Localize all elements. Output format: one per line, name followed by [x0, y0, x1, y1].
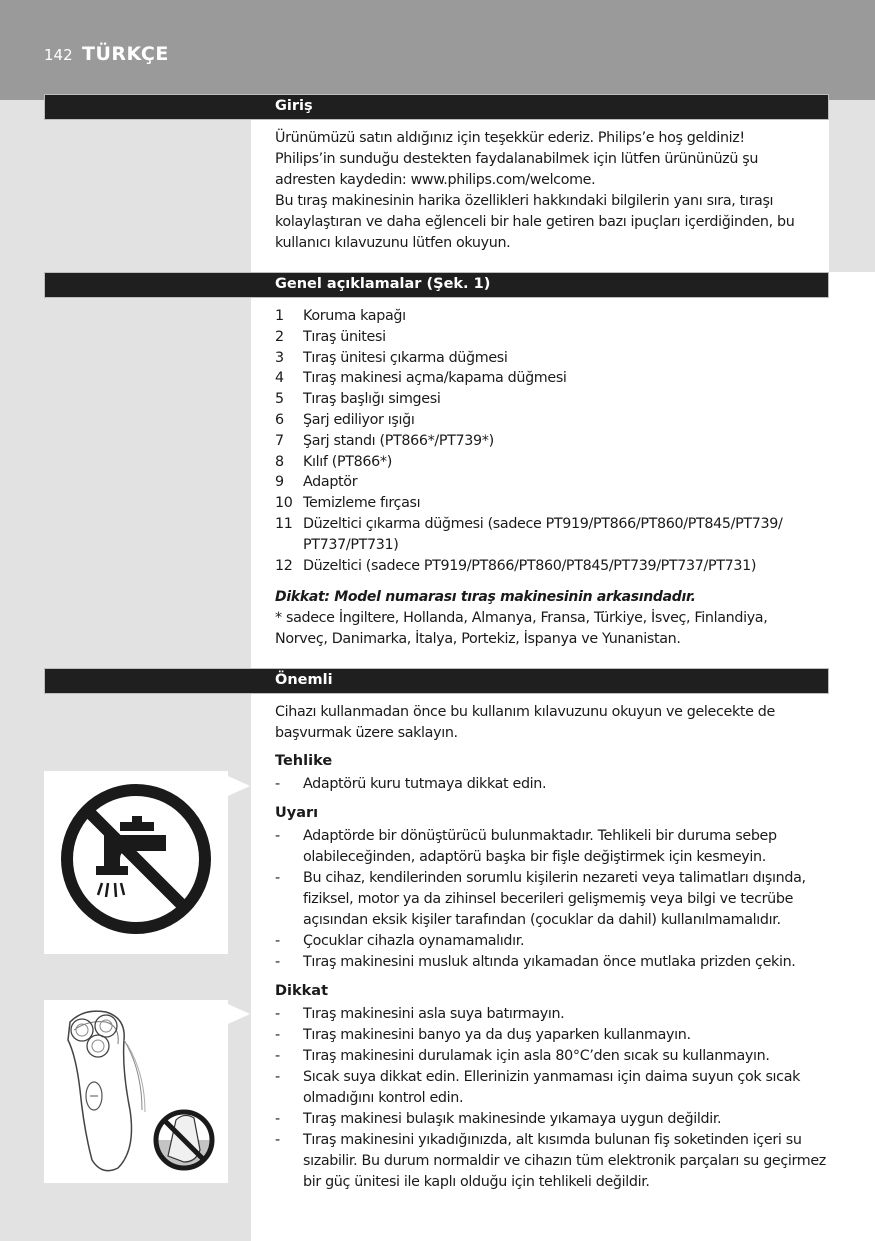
list-item: 8 Kılıf (PT866*) — [275, 453, 392, 470]
caution-heading: Dikkat — [275, 983, 329, 999]
language-title: TÜRKÇE — [82, 43, 169, 65]
section-header-intro — [44, 94, 829, 120]
list-item: 11 Düzeltici çıkarma düğmesi (sadece PT919/PT866/PT860/PT845/PT739/ PT737/PT731) — [275, 515, 783, 553]
list-item: - Çocuklar cihazla oynamamalıdır. — [275, 933, 525, 949]
list-item: - Tıraş makinesini asla suya batırmayın. — [275, 1006, 565, 1022]
section-header-important — [44, 668, 829, 694]
page-number: 142 — [44, 46, 73, 64]
callout-pointer — [228, 1004, 250, 1024]
text-line: Ürünümüzü satın aldığınız için teşekkür ederiz. Philips’e hoş geldiniz! — [275, 130, 745, 146]
parts-list — [275, 306, 835, 576]
list-item: - Tıraş makinesi bulaşık makinesinde yıkamaya uygun değildir. — [275, 1111, 722, 1127]
list-item: 12 Düzeltici (sadece PT919/PT866/PT860/PT845/PT739/PT737/PT731) — [275, 557, 757, 574]
callout-pointer — [228, 776, 250, 796]
country-note — [275, 608, 831, 650]
list-item: 10 Temizleme fırçası — [275, 495, 421, 512]
header-band — [0, 0, 875, 100]
warning-list — [275, 826, 835, 973]
list-item: - Tıraş makinesini musluk altında yıkamadan önce mutlaka prizden çekin. — [275, 954, 796, 970]
intro-paragraph — [275, 128, 831, 254]
caution-list — [275, 1004, 835, 1193]
list-item: - Sıcak suya dikkat edin. Ellerinizin yanmaması için daima suyun çok sıcak olmadığını kontrol edin. — [275, 1069, 801, 1106]
list-item: 4 Tıraş makinesi açma/kapama düğmesi — [275, 370, 567, 387]
text-line: başvurmak üzere saklayın. — [275, 725, 458, 741]
list-item: 2 Tıraş ünitesi — [275, 328, 386, 345]
text-line: * sadece İngiltere, Hollanda, Almanya, Fransa, Türkiye, İsveç, Finlandiya, — [275, 610, 768, 626]
list-item: - Tıraş makinesini banyo ya da duş yaparken kullanmayın. — [275, 1027, 691, 1043]
list-item: - Adaptörü kuru tutmaya dikkat edin. — [275, 776, 547, 792]
shaver-illustration — [44, 1000, 228, 1183]
danger-heading: Tehlike — [275, 753, 333, 769]
warning-heading: Uyarı — [275, 805, 319, 821]
text-line: Bu tıraş makinesinin harika özellikleri hakkındaki bilgilerin yanı sıra, tıraşı — [275, 193, 774, 209]
no-water-faucet-icon — [44, 771, 228, 954]
text-line: kolaylaştıran ve daha eğlenceli bir hale getiren bazı ipuçları içerdiğinden, bu — [275, 214, 795, 230]
list-item: - Bu cihaz, kendilerinden sorumlu kişilerin nezareti veya talimatları dışında, fiziksel, motor ya da zihinsel becerileri gelişmemiş veya bilgi ve tecrübe açısından eksik kişiler tarafından (çocuklar da dahil) kullanılmamalıdır. — [275, 870, 806, 928]
text-line: kullanıcı kılavuzunu lütfen okuyun. — [275, 235, 511, 251]
list-item: - Adaptörde bir dönüştürücü bulunmaktadır. Tehlikeli bir duruma sebep olabileceğinden, adaptörü başka bir fişle değiştirmek için kesmeyin. — [275, 828, 777, 865]
section-header-general — [44, 272, 829, 298]
list-item: 9 Adaptör — [275, 474, 358, 491]
list-item: - Tıraş makinesini yıkadığınızda, alt kısımda bulunan fiş soketinden içeri su sızabilir. Bu durum normaldir ve cihazın tüm elektronik parçaları su geçirmez bir güç ünitesi ile kaplı olduğu için tehlikeli değildir. — [275, 1132, 826, 1190]
list-item: 5 Tıraş başlığı simgesi — [275, 391, 441, 408]
section-title: Giriş — [275, 98, 313, 114]
right-margin-strip — [829, 100, 875, 272]
text-line: Norveç, Danimarka, İtalya, Portekiz, İspanya ve Yunanistan. — [275, 631, 681, 647]
list-item: 1 Koruma kapağı — [275, 308, 406, 324]
list-item: - Tıraş makinesini durulamak için asla 80°C’den sıcak su kullanmayın. — [275, 1048, 770, 1064]
no-water-illustration — [44, 771, 228, 954]
list-item: 6 Şarj ediliyor ışığı — [275, 411, 415, 428]
section-title: Genel açıklamalar (Şek. 1) — [275, 276, 491, 292]
model-note: Dikkat: Model numarası tıraş makinesinin arkasındadır. — [275, 589, 696, 605]
section-title: Önemli — [275, 672, 333, 688]
list-item: 7 Şarj standı (PT866*/PT739*) — [275, 432, 494, 449]
important-intro — [275, 702, 831, 744]
shaver-no-immersion-icon — [44, 1000, 228, 1183]
text-line: Cihazı kullanmadan önce bu kullanım kılavuzunu okuyun ve gelecekte de — [275, 704, 775, 720]
list-item: 3 Tıraş ünitesi çıkarma düğmesi — [275, 349, 508, 366]
text-line: adresten kaydedin: www.philips.com/welcome. — [275, 172, 596, 188]
danger-list — [275, 774, 835, 795]
text-line: Philips’in sunduğu destekten faydalanabilmek için lütfen ürününüzü şu — [275, 151, 759, 167]
